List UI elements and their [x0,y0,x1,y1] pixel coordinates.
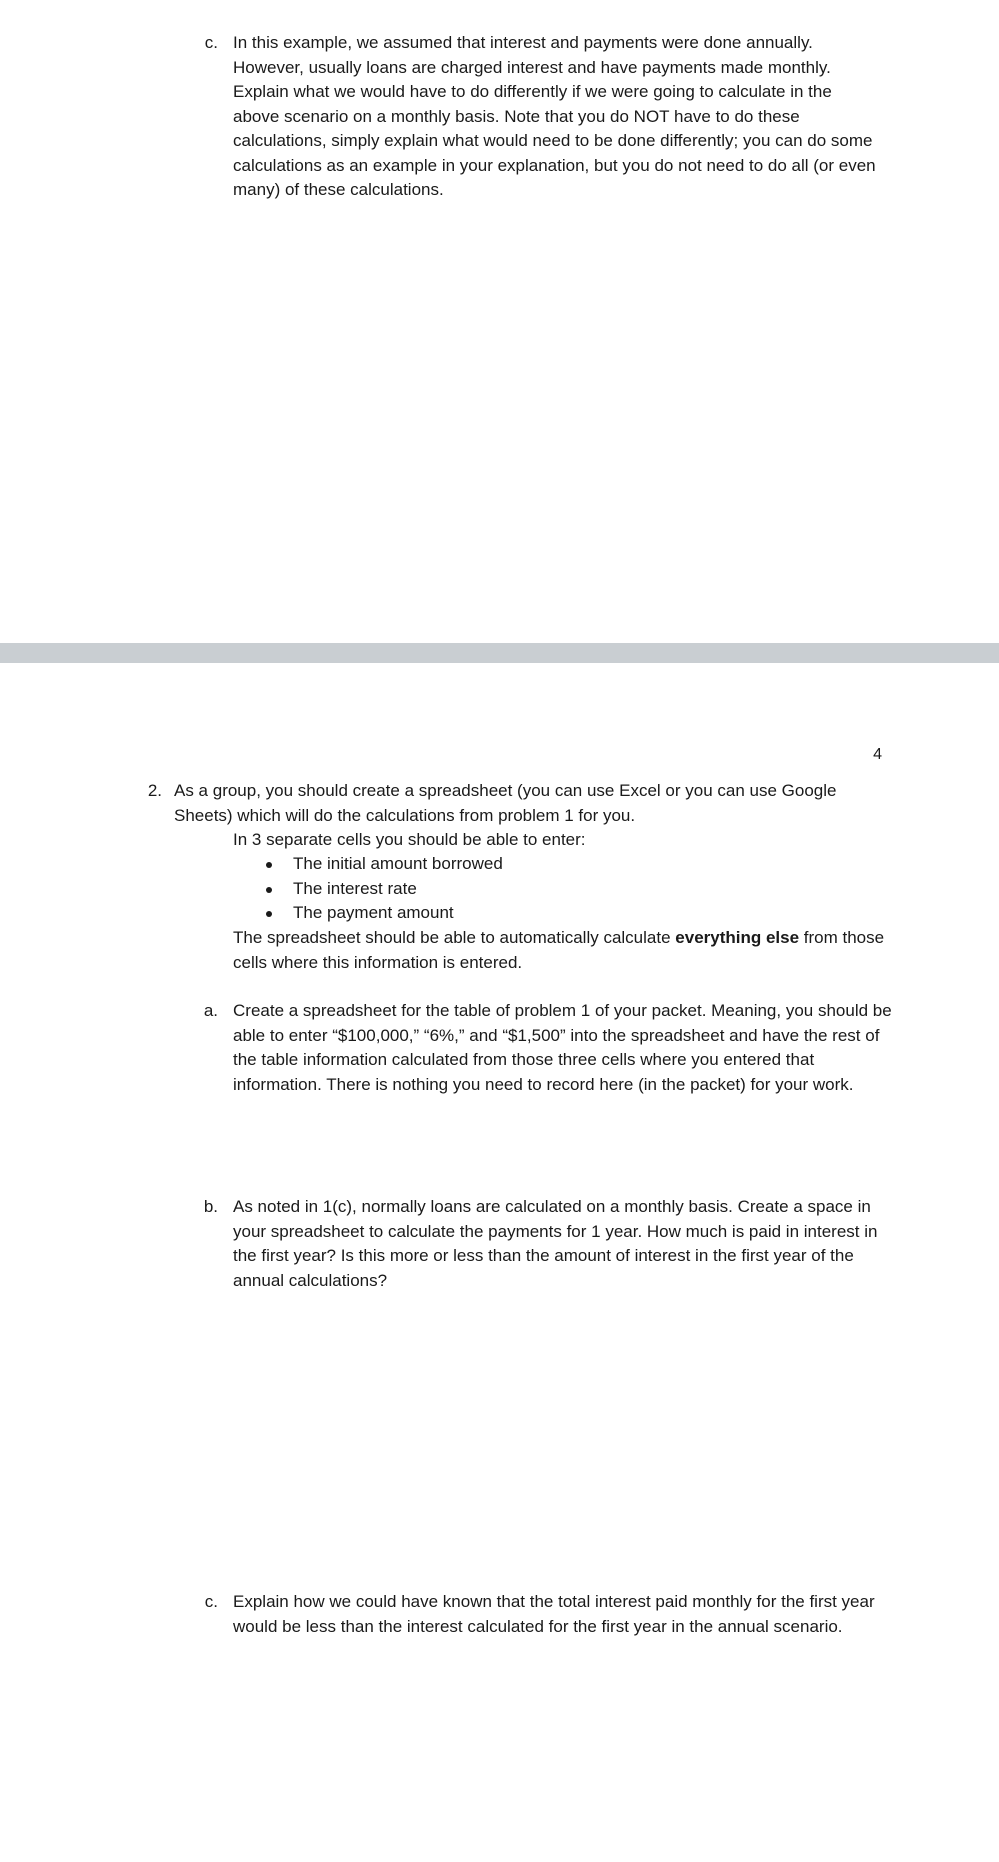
input-list [233,852,503,926]
closing-text-start: The spreadsheet should be able to automatically calculate [233,928,676,947]
problem-2-closing [233,926,889,975]
list-item-text: The payment amount [293,903,454,922]
item-c2-text: Explain how we could have known that the total interest paid monthly for the first year would be less than the interest calculated for the first year in the annual scenario. [233,1592,875,1636]
list-item [233,877,503,902]
list-item-text: The initial amount borrowed [293,854,503,873]
problem-2-intro: In 3 separate cells you should be able to enter: [233,830,586,849]
item-a-text: Create a spreadsheet for the table of problem 1 of your packet. Meaning, you should be able to enter “$100,000,” “6%,” and “$1,500” into the spreadsheet and have the rest of the table information calculated from those three cells where you entered that information. There is nothing you need to record here (in the packet) for your work. [233,1001,892,1094]
problem-2-label: 2. [147,781,162,800]
list-item [233,901,503,926]
list-item-text: The interest rate [293,878,417,898]
bullet-icon [266,862,272,868]
closing-text-bold: everything else [675,928,800,947]
list-item [233,852,503,877]
item-a-label: a. [203,1001,218,1020]
page-separator [0,643,999,663]
item-c-label: c. [204,33,218,52]
item-c2-label: c. [204,1592,218,1611]
bullet-icon [266,911,272,917]
problem-2-text: As a group, you should create a spreadsheet (you can use Excel or you can use Google Sheets) which will do the calculations from problem 1 for you. [174,781,837,825]
bullet-icon [266,887,272,893]
item-b-label: b. [203,1197,218,1216]
item-b-text: As noted in 1(c), normally loans are calculated on a monthly basis. Create a space in your spreadsheet to calculate the payments for 1 year. How much is paid in interest in the first year? Is this more or less than the amount of interest in the first year of the annual calculations? [233,1197,878,1290]
item-c-text: In this example, we assumed that interest and payments were done annually. However, usually loans are charged interest and have payments made monthly. Explain what we would have to do differently if we were going to calculate in the above scenario on a monthly basis. Note that you do NOT have to do these calculations, simply explain what would need to be done differently; you can do some calculations as an example in your explanation, but you do not need to do all (or even many) of these calculations. [233,33,876,199]
page-number: 4 [873,746,882,763]
closing-text-end: from those cells where this information is entered. [233,928,885,972]
